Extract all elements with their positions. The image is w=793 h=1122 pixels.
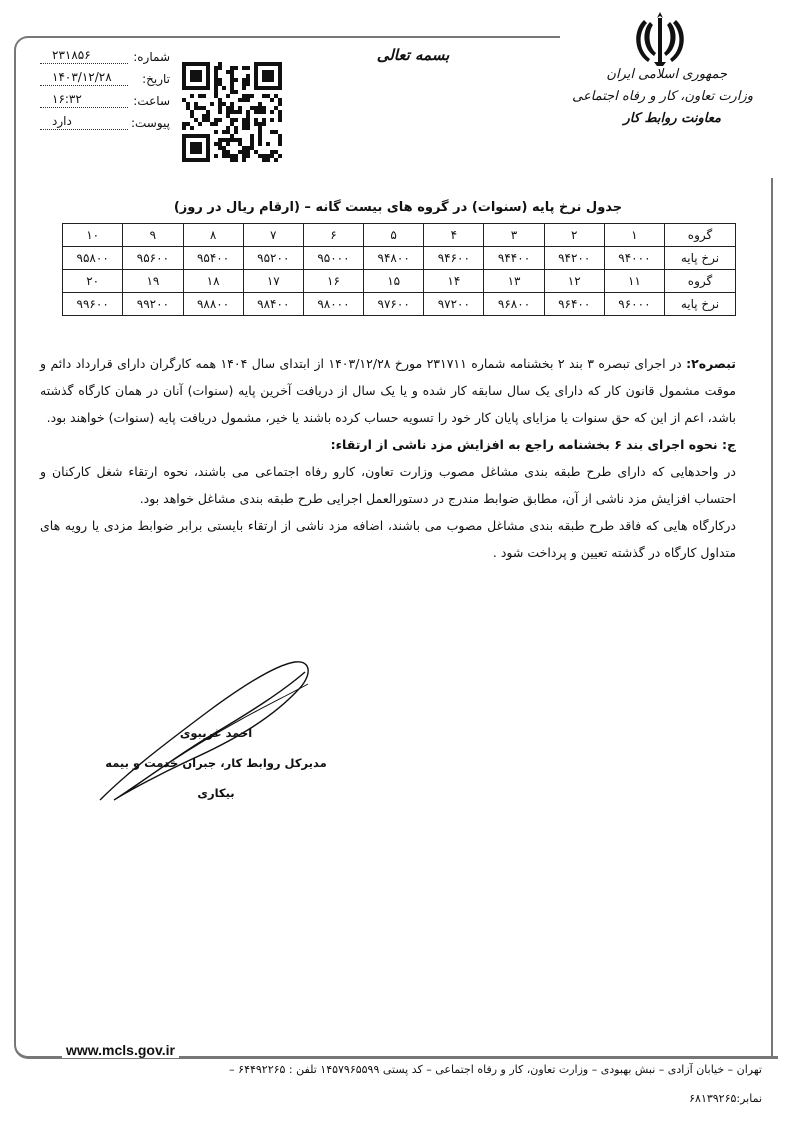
table-row bbox=[63, 293, 736, 316]
frame-right-edge bbox=[771, 178, 773, 1058]
rate-cell: ۹۵۸۰۰ bbox=[63, 247, 123, 270]
meta-time bbox=[40, 92, 170, 114]
rate-cell: ۹۹۲۰۰ bbox=[123, 293, 183, 316]
rate-header-cell: نرخ پایه bbox=[665, 247, 736, 270]
note-2 bbox=[40, 350, 736, 431]
attachment-label: پیوست: bbox=[130, 116, 170, 130]
group-cell: ۱۵ bbox=[364, 270, 424, 293]
date-label: تاریخ: bbox=[142, 72, 170, 86]
website-link[interactable]: www.mcls.gov.ir bbox=[62, 1042, 179, 1058]
date-value: ۱۴۰۳/۱۲/۲۸ bbox=[52, 70, 112, 84]
number-value: ۲۳۱۸۵۶ bbox=[52, 48, 91, 62]
rate-cell: ۹۴۴۰۰ bbox=[484, 247, 544, 270]
group-cell: ۱۶ bbox=[303, 270, 363, 293]
group-cell: ۱۲ bbox=[544, 270, 604, 293]
basmala: بسمه تعالی bbox=[376, 46, 450, 64]
rate-cell: ۹۴۰۰۰ bbox=[604, 247, 664, 270]
group-cell: ۷ bbox=[243, 224, 303, 247]
note-2-text: در اجرای تبصره ۳ بند ۲ بخشنامه شماره ۲۳۱۷۱۱ مورخ ۱۴۰۳/۱۲/۲۸ از ابتدای سال ۱۴۰۴ همه کارگران دارای قرارداد دائم و موقت مشمول قانون کار که دارای یک سال سابقه کار شده و یا یک سال از دریافت آخرین پایه (سنوات) آنان در همان کارگاه گذشته باشد، اعم از این که حق سنوات یا مزایای پایان کار خود را تسویه حساب کرده باشند یا خیر، مشمول دریافت پایه (سنوات) خواهند بود. bbox=[40, 356, 736, 425]
dotted-line bbox=[40, 107, 128, 108]
group-cell: ۸ bbox=[183, 224, 243, 247]
group-cell: ۱۷ bbox=[243, 270, 303, 293]
ministry-name: وزارت تعاون، کار و رفاه اجتماعی bbox=[572, 89, 753, 104]
group-cell: ۱۰ bbox=[63, 224, 123, 247]
group-cell: ۴ bbox=[424, 224, 484, 247]
group-cell: ۱۳ bbox=[484, 270, 544, 293]
table-row bbox=[63, 224, 736, 247]
rate-cell: ۹۷۶۰۰ bbox=[364, 293, 424, 316]
group-cell: ۱ bbox=[604, 224, 664, 247]
meta-attachment bbox=[40, 114, 170, 136]
table-title: جدول نرخ پایه (سنوات) در گروه های بیست گانه – (ارقام ریال در روز) bbox=[173, 200, 623, 215]
rate-cell: ۹۴۲۰۰ bbox=[544, 247, 604, 270]
rate-header-cell: نرخ پایه bbox=[665, 293, 736, 316]
section-c-paragraph-1: در واحدهایی که دارای طرح طبقه بندی مشاغل مصوب وزارت تعاون، کارو رفاه اجتماعی می باشند، نحوه ارتقاء شغل کارکنان و احتساب افزایش مزد ناشی از آن، مطابق ضوابط مندرج در دستورالعمل اجرایی طرح طبقه بندی مشاغل خواهد بود. bbox=[40, 464, 736, 506]
rate-cell: ۹۶۴۰۰ bbox=[544, 293, 604, 316]
rate-cell: ۹۴۸۰۰ bbox=[364, 247, 424, 270]
country-name: جمهوری اسلامی ایران bbox=[606, 67, 727, 82]
note-2-title: تبصره۲: bbox=[686, 356, 736, 371]
number-label: شماره: bbox=[133, 50, 170, 64]
rate-cell: ۹۸۸۰۰ bbox=[183, 293, 243, 316]
iran-emblem-icon bbox=[628, 8, 692, 68]
group-cell: ۵ bbox=[364, 224, 424, 247]
section-c-paragraph-2: درکارگاه هایی که فاقد طرح طبقه بندی مشاغل مصوب می باشند، اضافه مزد ناشی از ارتقاء بایستی برابر ضوابط مزدی یا رویه های متداول کارگاه در گذشته تعیین و پرداخت شود . bbox=[40, 518, 736, 560]
department-name: معاونت روابط کار bbox=[623, 111, 721, 126]
group-cell: ۹ bbox=[123, 224, 183, 247]
meta-date bbox=[40, 70, 170, 92]
dotted-line bbox=[40, 129, 128, 130]
rate-cell: ۹۶۸۰۰ bbox=[484, 293, 544, 316]
group-cell: ۱۹ bbox=[123, 270, 183, 293]
rate-cell: ۹۵۰۰۰ bbox=[303, 247, 363, 270]
letter-meta bbox=[40, 48, 170, 136]
meta-number bbox=[40, 48, 170, 70]
group-cell: ۲ bbox=[544, 224, 604, 247]
ministry-header bbox=[513, 64, 753, 130]
rate-cell: ۹۴۶۰۰ bbox=[424, 247, 484, 270]
signer-name: احمد غریبوی bbox=[179, 726, 253, 740]
group-cell: ۱۴ bbox=[424, 270, 484, 293]
dotted-line bbox=[40, 85, 128, 86]
base-rate-table bbox=[62, 223, 736, 316]
dotted-line bbox=[40, 63, 128, 64]
group-header-cell: گروه bbox=[665, 224, 736, 247]
group-cell: ۲۰ bbox=[63, 270, 123, 293]
qr-code-icon bbox=[180, 62, 284, 162]
rate-cell: ۹۸۴۰۰ bbox=[243, 293, 303, 316]
group-cell: ۱۱ bbox=[604, 270, 664, 293]
table-row bbox=[63, 247, 736, 270]
time-value: ۱۶:۳۲ bbox=[52, 92, 82, 106]
group-cell: ۶ bbox=[303, 224, 363, 247]
rate-cell: ۹۶۰۰۰ bbox=[604, 293, 664, 316]
group-cell: ۳ bbox=[484, 224, 544, 247]
signer-block bbox=[96, 718, 336, 808]
group-cell: ۱۸ bbox=[183, 270, 243, 293]
rate-cell: ۹۸۰۰۰ bbox=[303, 293, 363, 316]
footer-fax: نمابر:۶۸۱۳۹۲۶۵ bbox=[689, 1092, 762, 1105]
group-header-cell: گروه bbox=[665, 270, 736, 293]
time-label: ساعت: bbox=[133, 94, 170, 108]
rate-cell: ۹۵۴۰۰ bbox=[183, 247, 243, 270]
rate-cell: ۹۵۲۰۰ bbox=[243, 247, 303, 270]
attachment-value: دارد bbox=[52, 114, 72, 128]
rate-cell: ۹۵۶۰۰ bbox=[123, 247, 183, 270]
section-c-title: ج: نحوه اجرای بند ۶ بخشنامه راجع به افزایش مزد ناشی از ارتقاء: bbox=[330, 437, 736, 452]
footer-address: تهران – خیابان آزادی – نبش بهبودی – وزارت تعاون، کار و رفاه اجتماعی – کد پستی ۱۴۵۷۹۶۵۵۹۹ تلفن : ۶۴۴۹۲۲۶۵ – bbox=[229, 1063, 762, 1076]
rate-cell: ۹۷۲۰۰ bbox=[424, 293, 484, 316]
letter-body bbox=[40, 350, 736, 566]
table-row bbox=[63, 270, 736, 293]
rate-cell: ۹۹۶۰۰ bbox=[63, 293, 123, 316]
signer-title: مدیرکل روابط کار، جبران خدمت و بیمه بیکاری bbox=[105, 756, 327, 800]
